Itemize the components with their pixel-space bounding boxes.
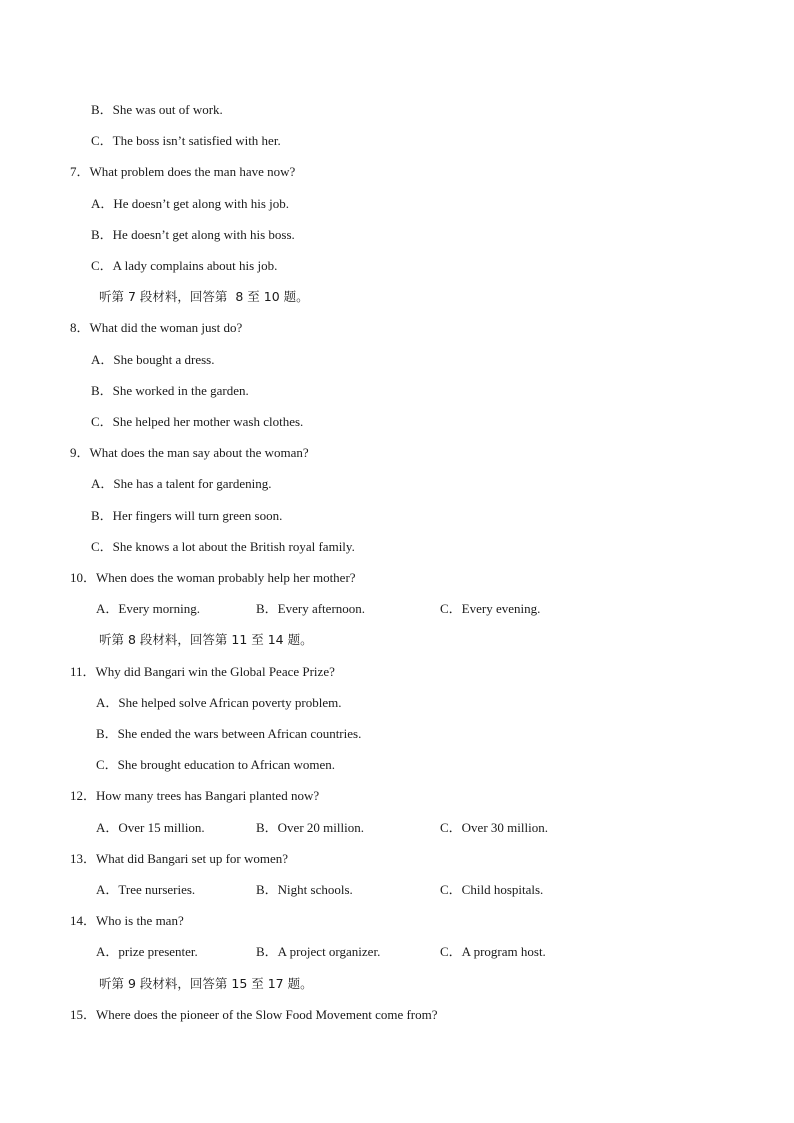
section-instruction-8: 听第 8 段材料，回答第 11 至 14 题。 bbox=[99, 632, 313, 647]
option-10a: A．Every morning. bbox=[96, 601, 200, 616]
section-instruction-9: 听第 9 段材料，回答第 15 至 17 题。 bbox=[99, 976, 313, 991]
option-8a: A．She bought a dress. bbox=[91, 352, 215, 367]
option-13c: C．Child hospitals. bbox=[440, 882, 544, 897]
option-11a: A．She helped solve African poverty problem. bbox=[96, 695, 342, 710]
option-9a: A．She has a talent for gardening. bbox=[91, 476, 272, 491]
question-13: 13．What did Bangari set up for women? bbox=[70, 851, 289, 866]
option-12c: C．Over 30 million. bbox=[440, 820, 548, 835]
option-7c: C．A lady complains about his job. bbox=[91, 258, 278, 273]
question-9: 9．What does the man say about the woman? bbox=[70, 445, 309, 460]
question-15: 15．Where does the pioneer of the Slow Food Movement come from? bbox=[70, 1007, 438, 1022]
option-7b: B．He doesn’t get along with his boss. bbox=[91, 227, 295, 242]
option-6c: C．The boss isn’t satisfied with her. bbox=[91, 133, 281, 148]
option-14b: B．A project organizer. bbox=[256, 944, 381, 959]
question-11: 11．Why did Bangari win the Global Peace Prize? bbox=[70, 664, 335, 679]
option-8c: C．She helped her mother wash clothes. bbox=[91, 414, 304, 429]
option-10c: C．Every evening. bbox=[440, 601, 541, 616]
question-7: 7．What problem does the man have now? bbox=[70, 164, 296, 179]
question-14: 14．Who is the man? bbox=[70, 913, 184, 928]
option-12a: A．Over 15 million. bbox=[96, 820, 205, 835]
option-8b: B．She worked in the garden. bbox=[91, 383, 249, 398]
question-8: 8．What did the woman just do? bbox=[70, 320, 243, 335]
option-6b: B．She was out of work. bbox=[91, 102, 223, 117]
option-7a: A．He doesn’t get along with his job. bbox=[91, 196, 289, 211]
option-12b: B．Over 20 million. bbox=[256, 820, 364, 835]
section-instruction-7: 听第 7 段材料，回答第 8 至 10 题。 bbox=[99, 289, 309, 304]
question-12: 12．How many trees has Bangari planted now? bbox=[70, 788, 320, 803]
option-11c: C．She brought education to African women. bbox=[96, 757, 336, 772]
option-13b: B．Night schools. bbox=[256, 882, 353, 897]
option-9b: B．Her fingers will turn green soon. bbox=[91, 508, 283, 523]
option-9c: C．She knows a lot about the British royal family. bbox=[91, 539, 355, 554]
question-10: 10．When does the woman probably help her mother? bbox=[70, 570, 356, 585]
option-10b: B．Every afternoon. bbox=[256, 601, 366, 616]
option-11b: B．She ended the wars between African countries. bbox=[96, 726, 362, 741]
option-14c: C．A program host. bbox=[440, 944, 546, 959]
option-14a: A．prize presenter. bbox=[96, 944, 198, 959]
option-13a: A．Tree nurseries. bbox=[96, 882, 196, 897]
